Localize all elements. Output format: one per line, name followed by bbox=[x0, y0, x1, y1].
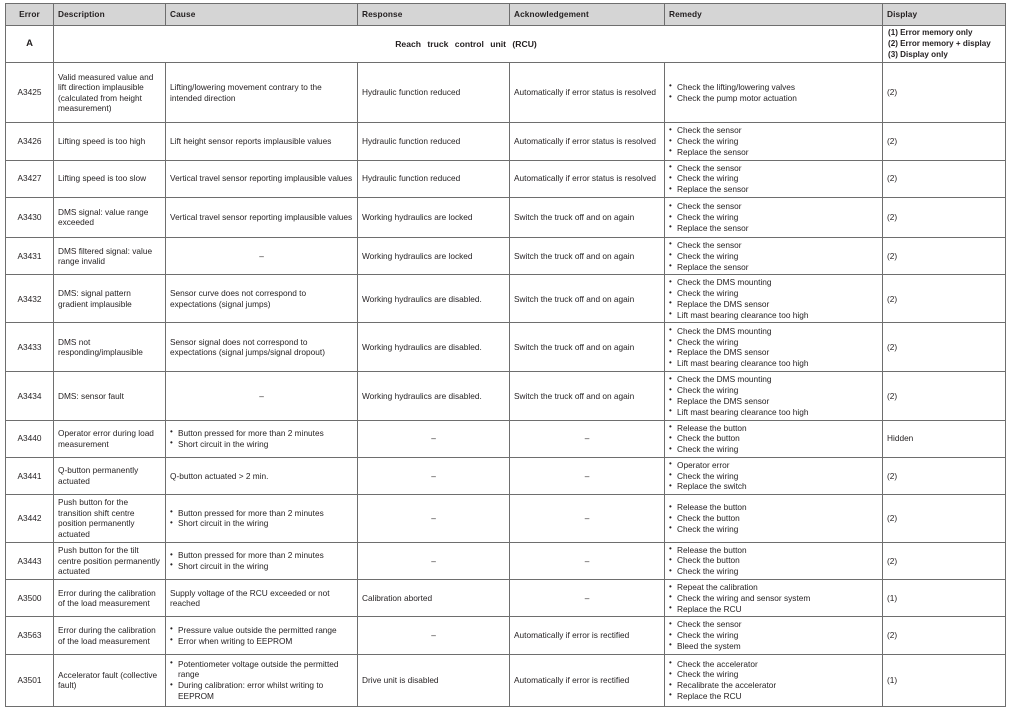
cell-cause-text: Sensor curve does not correspond to expectations (signal jumps) bbox=[170, 288, 307, 309]
cell-error-code: A3442 bbox=[6, 495, 54, 542]
cell-acknowledgement-text: Automatically if error status is resolved bbox=[514, 87, 657, 98]
cell-cause-item: • Pressure value outside the permitted range bbox=[170, 625, 353, 636]
cell-error-code: A3563 bbox=[6, 617, 54, 654]
cell-display: (2) bbox=[883, 617, 1006, 654]
cell-error-code: A3443 bbox=[6, 542, 54, 579]
cell-error-code: A3433 bbox=[6, 323, 54, 372]
cell-cause-item: • Button pressed for more than 2 minutes bbox=[170, 428, 353, 439]
cell-remedy-item: • Replace the DMS sensor bbox=[669, 396, 878, 407]
cell-error-code: A3427 bbox=[6, 160, 54, 197]
cell-acknowledgement-text: Automatically if error status is resolved bbox=[514, 136, 657, 147]
cell-description-text: Operator error during load measurement bbox=[58, 428, 154, 449]
cell-display: (2) bbox=[883, 63, 1006, 123]
cell-remedy bbox=[665, 197, 883, 237]
cell-response bbox=[358, 580, 510, 617]
cell-cause bbox=[166, 323, 358, 372]
cell-remedy-list bbox=[669, 125, 878, 157]
cell-response bbox=[358, 275, 510, 323]
table-row bbox=[6, 457, 1006, 494]
cell-remedy-item: • Check the sensor bbox=[669, 240, 878, 251]
cell-remedy-list bbox=[669, 82, 878, 104]
cell-remedy-item: • Replace the switch bbox=[669, 481, 878, 492]
cell-acknowledgement bbox=[510, 323, 665, 372]
cell-cause-text: Sensor signal does not correspond to expectations (signal jumps/signal dropout) bbox=[170, 336, 325, 358]
cell-acknowledgement-text: Automatically if error status is resolved bbox=[514, 173, 657, 184]
cell-description bbox=[54, 197, 166, 237]
cell-acknowledgement bbox=[510, 420, 665, 457]
display-legend-line: (2) Error memory + display bbox=[888, 38, 991, 48]
cell-remedy-item: • Check the pump motor actuation bbox=[669, 93, 878, 104]
cell-cause bbox=[166, 275, 358, 323]
cell-description-text: Lifting speed is too high bbox=[58, 136, 146, 147]
cell-display: (2) bbox=[883, 160, 1006, 197]
table-row bbox=[6, 617, 1006, 654]
cell-error-code: A3432 bbox=[6, 275, 54, 323]
cell-remedy-item: • Check the wiring bbox=[669, 524, 878, 535]
cell-remedy-item: • Check the wiring bbox=[669, 669, 878, 680]
cell-description-text: DMS not responding/implausible bbox=[58, 336, 143, 358]
cell-remedy-item: • Operator error bbox=[669, 460, 878, 471]
cell-response bbox=[358, 617, 510, 654]
cell-response-text: – bbox=[431, 555, 436, 566]
cell-remedy-list bbox=[669, 326, 878, 369]
cell-remedy-item: • Check the wiring bbox=[669, 444, 878, 455]
table-row bbox=[6, 323, 1006, 372]
cell-remedy-item: • Check the sensor bbox=[669, 163, 878, 174]
cell-acknowledgement bbox=[510, 542, 665, 579]
cell-acknowledgement bbox=[510, 63, 665, 123]
cell-response bbox=[358, 457, 510, 494]
cell-cause bbox=[166, 63, 358, 123]
cell-remedy-item: • Check the wiring bbox=[669, 385, 878, 396]
cell-cause-list bbox=[170, 659, 353, 702]
cell-remedy-item: • Replace the sensor bbox=[669, 184, 878, 195]
cell-response-text: Working hydraulics are disabled. bbox=[362, 342, 482, 353]
cell-error-code: A3426 bbox=[6, 123, 54, 160]
cell-cause-text: – bbox=[259, 250, 264, 261]
cell-remedy-item: • Check the wiring bbox=[669, 630, 878, 641]
cell-remedy-item: • Lift mast bearing clearance too high bbox=[669, 358, 878, 369]
cell-cause bbox=[166, 420, 358, 457]
cell-remedy-item: • Check the lifting/lowering valves bbox=[669, 82, 878, 93]
cell-acknowledgement bbox=[510, 457, 665, 494]
cell-description bbox=[54, 654, 166, 706]
cell-description bbox=[54, 237, 166, 274]
cell-response bbox=[358, 323, 510, 372]
cell-remedy bbox=[665, 237, 883, 274]
table-row bbox=[6, 197, 1006, 237]
cell-cause bbox=[166, 580, 358, 617]
cell-remedy-item: • Check the wiring bbox=[669, 212, 878, 223]
cell-acknowledgement bbox=[510, 617, 665, 654]
cell-description-text: Push button for the tilt centre position permanently actuated bbox=[58, 544, 160, 577]
cell-description bbox=[54, 580, 166, 617]
cell-remedy-item: • Replace the RCU bbox=[669, 604, 878, 615]
cell-description-text: DMS: signal pattern gradient implausible bbox=[58, 288, 132, 309]
cell-response-text: Hydraulic function reduced bbox=[362, 173, 461, 184]
cell-remedy-item: • Check the sensor bbox=[669, 201, 878, 212]
cell-cause bbox=[166, 197, 358, 237]
cell-cause-list bbox=[170, 428, 353, 450]
cell-remedy-item: • Check the button bbox=[669, 513, 878, 524]
cell-response-text: Working hydraulics are disabled. bbox=[362, 293, 482, 304]
cell-acknowledgement-text: Automatically if error is rectified bbox=[514, 674, 630, 685]
cell-response bbox=[358, 654, 510, 706]
table-body bbox=[6, 26, 1006, 707]
cell-description-text: DMS: sensor fault bbox=[58, 390, 124, 401]
cell-acknowledgement bbox=[510, 372, 665, 420]
cell-remedy bbox=[665, 580, 883, 617]
cell-acknowledgement-text: – bbox=[584, 555, 590, 566]
cell-remedy-list bbox=[669, 277, 878, 320]
column-header-display: Display bbox=[883, 4, 1006, 26]
cell-response bbox=[358, 542, 510, 579]
cell-remedy-item: • Check the button bbox=[669, 555, 878, 566]
cell-description-text: DMS signal: value range exceeded bbox=[58, 206, 149, 228]
cell-remedy bbox=[665, 495, 883, 542]
cell-remedy-item: • Release the button bbox=[669, 502, 878, 513]
cell-remedy-item: • Check the wiring bbox=[669, 173, 878, 184]
display-legend-line: (3) Display only bbox=[888, 49, 948, 59]
cell-description-text: Valid measured value and lift direction implausible (calculated from height measurement) bbox=[58, 71, 154, 114]
cell-cause-text: Vertical travel sensor reporting implausible values bbox=[170, 212, 353, 223]
cell-cause bbox=[166, 654, 358, 706]
cell-acknowledgement bbox=[510, 123, 665, 160]
cell-remedy-item: • Recalibrate the accelerator bbox=[669, 680, 878, 691]
cell-error-code: A3431 bbox=[6, 237, 54, 274]
cell-remedy-list bbox=[669, 240, 878, 272]
cell-response bbox=[358, 372, 510, 420]
cell-cause-item: • Potentiometer voltage outside the permitted range bbox=[170, 659, 353, 681]
cell-error-code: A3440 bbox=[6, 420, 54, 457]
cell-display: Hidden bbox=[883, 420, 1006, 457]
cell-description bbox=[54, 495, 166, 542]
cell-acknowledgement-text: – bbox=[584, 592, 590, 603]
cell-remedy-list bbox=[669, 545, 878, 577]
table-row bbox=[6, 63, 1006, 123]
cell-response-text: Working hydraulics are locked bbox=[362, 250, 473, 261]
cell-description bbox=[54, 275, 166, 323]
cell-acknowledgement bbox=[510, 275, 665, 323]
cell-remedy bbox=[665, 457, 883, 494]
cell-response-text: Hydraulic function reduced bbox=[362, 136, 461, 147]
cell-response-text: Drive unit is disabled bbox=[362, 674, 439, 685]
cell-cause-item: • Button pressed for more than 2 minutes bbox=[170, 550, 353, 561]
cell-remedy bbox=[665, 63, 883, 123]
cell-acknowledgement-text: Switch the truck off and on again bbox=[514, 293, 635, 304]
table-row bbox=[6, 654, 1006, 706]
cell-cause-text: – bbox=[259, 390, 264, 401]
cell-cause-text: Lift height sensor reports implausible values bbox=[170, 136, 332, 147]
display-legend-line: (1) Error memory only bbox=[888, 28, 973, 37]
cell-remedy-item: • Check the sensor bbox=[669, 125, 878, 136]
group-error-letter: A bbox=[6, 26, 54, 63]
cell-remedy-item: • Check the wiring and sensor system bbox=[669, 593, 878, 604]
cell-description-text: DMS filtered signal: value range invalid bbox=[58, 245, 153, 267]
cell-remedy-item: • Replace the RCU bbox=[669, 691, 878, 702]
cell-acknowledgement bbox=[510, 160, 665, 197]
cell-description bbox=[54, 63, 166, 123]
cell-error-code: A3500 bbox=[6, 580, 54, 617]
cell-description bbox=[54, 420, 166, 457]
cell-remedy bbox=[665, 372, 883, 420]
group-heading-row bbox=[6, 26, 1006, 63]
cell-display: (2) bbox=[883, 275, 1006, 323]
cell-response bbox=[358, 237, 510, 274]
cell-remedy bbox=[665, 542, 883, 579]
table-row bbox=[6, 542, 1006, 579]
cell-remedy-item: • Replace the sensor bbox=[669, 262, 878, 273]
cell-remedy-item: • Check the DMS mounting bbox=[669, 374, 878, 385]
cell-cause bbox=[166, 372, 358, 420]
cell-remedy-item: • Check the DMS mounting bbox=[669, 277, 878, 288]
cell-remedy bbox=[665, 275, 883, 323]
cell-remedy-item: • Replace the DMS sensor bbox=[669, 347, 878, 358]
cell-response-text: Working hydraulics are disabled. bbox=[362, 390, 482, 401]
cell-response bbox=[358, 63, 510, 123]
cell-remedy-list bbox=[669, 619, 878, 651]
cell-response-text: – bbox=[431, 433, 436, 444]
cell-acknowledgement-text: – bbox=[584, 433, 590, 444]
cell-remedy bbox=[665, 160, 883, 197]
cell-response bbox=[358, 160, 510, 197]
cell-remedy-item: • Replace the DMS sensor bbox=[669, 299, 878, 310]
cell-remedy-list bbox=[669, 659, 878, 702]
cell-cause-text: Supply voltage of the RCU exceeded or not reached bbox=[170, 587, 330, 609]
cell-remedy bbox=[665, 617, 883, 654]
table-row bbox=[6, 237, 1006, 274]
cell-error-code: A3430 bbox=[6, 197, 54, 237]
cell-acknowledgement-text: Switch the truck off and on again bbox=[514, 250, 635, 261]
cell-description-text: Lifting speed is too slow bbox=[58, 173, 147, 184]
cell-cause-text: Q-button actuated > 2 min. bbox=[170, 470, 269, 481]
cell-display: (2) bbox=[883, 495, 1006, 542]
cell-display: (2) bbox=[883, 542, 1006, 579]
table-row bbox=[6, 160, 1006, 197]
cell-acknowledgement bbox=[510, 237, 665, 274]
cell-response-text: Working hydraulics are locked bbox=[362, 212, 473, 223]
cell-description bbox=[54, 372, 166, 420]
cell-acknowledgement-text: Switch the truck off and on again bbox=[514, 390, 635, 401]
cell-cause bbox=[166, 457, 358, 494]
column-header-error: Error bbox=[6, 4, 54, 26]
cell-display: (1) bbox=[883, 654, 1006, 706]
table-row bbox=[6, 495, 1006, 542]
cell-error-code: A3425 bbox=[6, 63, 54, 123]
cell-remedy bbox=[665, 420, 883, 457]
cell-remedy-list bbox=[669, 423, 878, 455]
cell-response-text: – bbox=[431, 513, 436, 524]
cell-remedy bbox=[665, 323, 883, 372]
cell-remedy-list bbox=[669, 201, 878, 233]
cell-description bbox=[54, 542, 166, 579]
cell-description-text: Error during the calibration of the load measurement bbox=[58, 624, 156, 646]
group-title: Reach truck control unit (RCU) bbox=[54, 26, 883, 63]
cell-display: (2) bbox=[883, 372, 1006, 420]
cell-cause-item: • Button pressed for more than 2 minutes bbox=[170, 508, 353, 519]
cell-display: (2) bbox=[883, 197, 1006, 237]
cell-remedy-item: • Check the wiring bbox=[669, 251, 878, 262]
cell-response-text: – bbox=[431, 470, 436, 481]
cell-cause-item: • Short circuit in the wiring bbox=[170, 439, 353, 450]
cell-cause-text: Lifting/lowering movement contrary to the intended direction bbox=[170, 82, 322, 103]
column-header-response: Response bbox=[358, 4, 510, 26]
cell-description-text: Error during the calibration of the load measurement bbox=[58, 587, 156, 609]
cell-acknowledgement-text: Automatically if error is rectified bbox=[514, 630, 630, 641]
table-row bbox=[6, 372, 1006, 420]
cell-description bbox=[54, 457, 166, 494]
cell-cause bbox=[166, 495, 358, 542]
cell-response bbox=[358, 123, 510, 160]
column-header-description: Description bbox=[54, 4, 166, 26]
cell-cause-list bbox=[170, 625, 353, 647]
cell-remedy-item: • Check the DMS mounting bbox=[669, 326, 878, 337]
cell-remedy-item: • Lift mast bearing clearance too high bbox=[669, 407, 878, 418]
cell-acknowledgement bbox=[510, 580, 665, 617]
cell-response bbox=[358, 420, 510, 457]
cell-display: (1) bbox=[883, 580, 1006, 617]
cell-cause-item: • Short circuit in the wiring bbox=[170, 518, 353, 529]
cell-remedy bbox=[665, 654, 883, 706]
cell-description bbox=[54, 160, 166, 197]
cell-remedy-list bbox=[669, 582, 878, 614]
cell-display: (2) bbox=[883, 323, 1006, 372]
display-legend bbox=[883, 26, 1006, 63]
cell-display: (2) bbox=[883, 237, 1006, 274]
cell-remedy bbox=[665, 123, 883, 160]
cell-remedy-item: • Release the button bbox=[669, 423, 878, 434]
cell-remedy-list bbox=[669, 460, 878, 492]
cell-acknowledgement bbox=[510, 495, 665, 542]
cell-acknowledgement-text: Switch the truck off and on again bbox=[514, 342, 635, 353]
cell-response-text: Calibration aborted bbox=[362, 592, 433, 603]
cell-acknowledgement-text: Switch the truck off and on again bbox=[514, 212, 635, 223]
cell-display: (2) bbox=[883, 123, 1006, 160]
cell-remedy-item: • Check the wiring bbox=[669, 471, 878, 482]
cell-description-text: Push button for the transition shift centre position permanently actuated bbox=[58, 497, 135, 540]
cell-cause-item: • Error when writing to EEPROM bbox=[170, 636, 353, 647]
cell-cause-item: • Short circuit in the wiring bbox=[170, 561, 353, 572]
cell-error-code: A3441 bbox=[6, 457, 54, 494]
cell-description bbox=[54, 617, 166, 654]
cell-response-text: – bbox=[431, 630, 436, 641]
cell-cause-text: Vertical travel sensor reporting implausible values bbox=[170, 173, 353, 184]
cell-remedy-list bbox=[669, 374, 878, 417]
cell-acknowledgement-text: – bbox=[584, 513, 590, 524]
cell-cause bbox=[166, 237, 358, 274]
cell-cause-list bbox=[170, 508, 353, 530]
cell-remedy-item: • Check the wiring bbox=[669, 566, 878, 577]
cell-remedy-item: • Release the button bbox=[669, 545, 878, 556]
cell-description bbox=[54, 123, 166, 160]
cell-description-text: Accelerator fault (collective fault) bbox=[58, 669, 158, 691]
cell-remedy-item: • Check the accelerator bbox=[669, 659, 878, 670]
column-header-cause: Cause bbox=[166, 4, 358, 26]
cell-remedy-item: • Check the button bbox=[669, 433, 878, 444]
cell-remedy-list bbox=[669, 163, 878, 195]
cell-description-text: Q-button permanently actuated bbox=[58, 465, 139, 487]
cell-display: (2) bbox=[883, 457, 1006, 494]
cell-remedy-item: • Lift mast bearing clearance too high bbox=[669, 310, 878, 321]
cell-description bbox=[54, 323, 166, 372]
cell-remedy-item: • Replace the sensor bbox=[669, 223, 878, 234]
cell-cause-list bbox=[170, 550, 353, 572]
cell-remedy-item: • Check the wiring bbox=[669, 288, 878, 299]
cell-acknowledgement-text: – bbox=[584, 470, 590, 481]
cell-acknowledgement bbox=[510, 197, 665, 237]
cell-cause-item: • During calibration: error whilst writing to EEPROM bbox=[170, 680, 353, 702]
cell-remedy-item: • Replace the sensor bbox=[669, 147, 878, 158]
cell-cause bbox=[166, 617, 358, 654]
cell-remedy-item: • Repeat the calibration bbox=[669, 582, 878, 593]
header-row bbox=[6, 4, 1006, 26]
cell-error-code: A3434 bbox=[6, 372, 54, 420]
cell-cause bbox=[166, 160, 358, 197]
table-row bbox=[6, 580, 1006, 617]
table-header bbox=[6, 4, 1006, 26]
cell-error-code: A3501 bbox=[6, 654, 54, 706]
cell-cause bbox=[166, 123, 358, 160]
table-row bbox=[6, 420, 1006, 457]
cell-remedy-list bbox=[669, 502, 878, 534]
cell-response-text: Hydraulic function reduced bbox=[362, 87, 461, 98]
cell-acknowledgement bbox=[510, 654, 665, 706]
column-header-acknowledgement: Acknowledgement bbox=[510, 4, 665, 26]
table-row bbox=[6, 275, 1006, 323]
fault-code-table bbox=[5, 3, 1006, 707]
column-header-remedy: Remedy bbox=[665, 4, 883, 26]
cell-cause bbox=[166, 542, 358, 579]
cell-remedy-item: • Check the wiring bbox=[669, 136, 878, 147]
cell-remedy-item: • Check the wiring bbox=[669, 337, 878, 348]
cell-remedy-item: • Bleed the system bbox=[669, 641, 878, 652]
cell-response bbox=[358, 495, 510, 542]
cell-remedy-item: • Check the sensor bbox=[669, 619, 878, 630]
table-row bbox=[6, 123, 1006, 160]
cell-response bbox=[358, 197, 510, 237]
